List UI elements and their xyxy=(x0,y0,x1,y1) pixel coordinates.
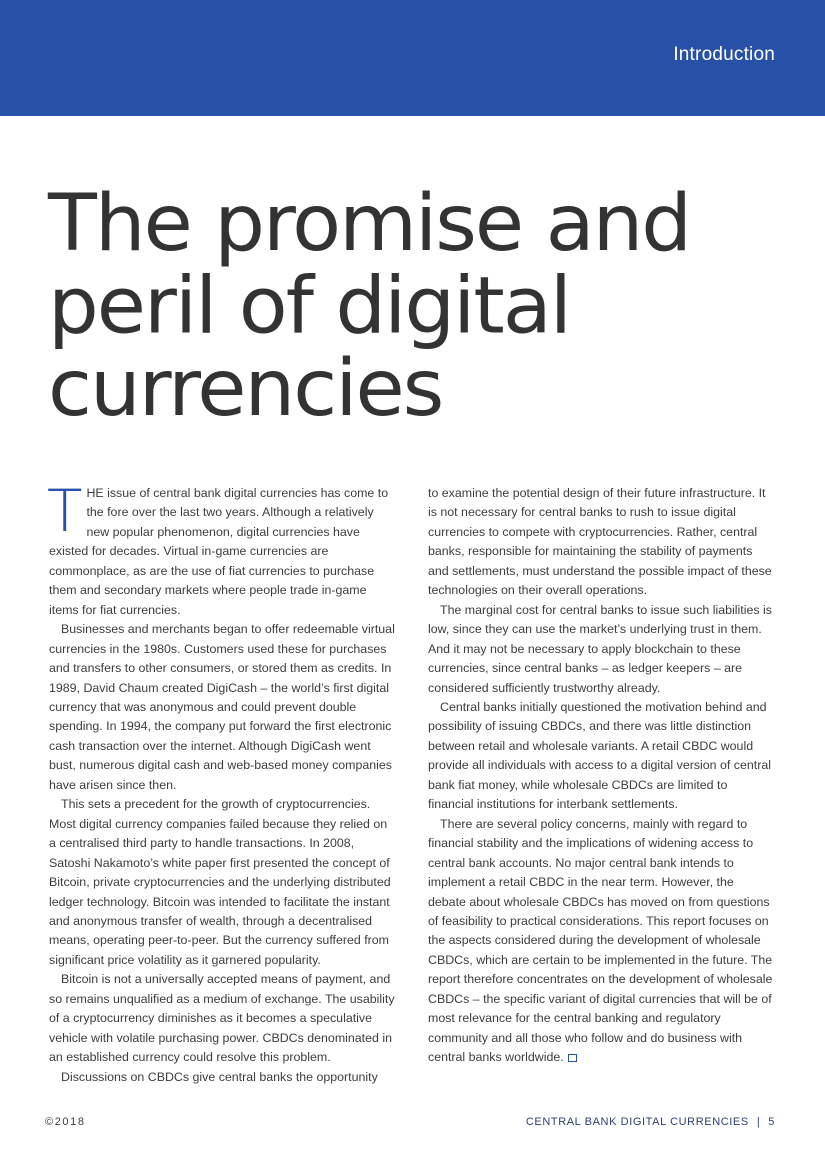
body-paragraph: There are several policy concerns, mainly with regard to financial stability and the implications of widening access to central bank accounts. No major central bank intends to implement a retail CBDC in the near term. However, the debate about wholesale CBDCs has moved on from questions of feasibility to practical considerations. This report focuses on the aspects considered during the development of wholesale CBDCs, which are certain to be implemented in the future. The report therefore concentrates on the development of wholesale CBDCs – the specific variant of digital currencies that will be of most relevance for the central banking and regulatory community and all those who follow and do business with central banks worldwide. xyxy=(428,816,773,1065)
body-paragraph: This sets a precedent for the growth of cryptocurrencies. Most digital currency companies failed because they relied on a centralised third party to handle transactions. In 2008, Satoshi Nakamoto’s white paper first presented the concept of Bitcoin, private cryptocurrencies and the underlying distributed ledger technology. Bitcoin was intended to facilitate the instant and anonymous transfer of wealth, through a decentralised means, operating peer-to-peer. But the currency suffered from significant price volatility as it garnered popularity. xyxy=(49,797,391,967)
body-paragraph: The marginal cost for central banks to issue such liabilities is low, since they can use the market’s underlying trust in them. And it may not be necessary to apply blockchain to these currencies, since central banks – as ledger keepers – are considered sufficiently trustworthy already. xyxy=(428,602,772,695)
publication-name: CENTRAL BANK DIGITAL CURRENCIES xyxy=(525,1116,749,1128)
title-line: peril of digital xyxy=(48,259,570,352)
footer-separator: | xyxy=(756,1116,761,1128)
title-line: currencies xyxy=(48,342,443,434)
drop-cap: T xyxy=(47,477,83,545)
title-line: The promise and xyxy=(48,177,691,269)
body-paragraph: Bitcoin is not a universally accepted means of payment, and so remains unqualified as a medium of exchange. The usability of a cryptocurrency diminishes as it becomes a speculative vehicle with volatile purchasing power. CBDCs denominated in an established currency could resolve this problem. xyxy=(49,972,395,1065)
copyright: ©2018 xyxy=(45,1116,86,1128)
body-paragraph: to examine the potential design of their future infrastructure. It is not necessary for central banks to rush to issue digital currencies to compete with cryptocurrencies. Rather, central banks, responsible for maintaining the stability of payments and settlements, must understand the possible impact of these technologies on their overall operations. xyxy=(428,486,772,598)
body-paragraph: Businesses and merchants began to offer redeemable virtual currencies in the 1980s. Customers used these for purchases and transfers to other consumers, or stored them as credits. In 1989, David Chaum created DigiCash – the world’s first digital currency that was anonymous and could prevent double spending. In 1994, the company put forward the first electronic cash transaction over the internet. Although DigiCash went bust, numerous digital cash and web-based money companies have arisen since then. xyxy=(49,622,395,792)
body-paragraph: THE issue of central bank digital currencies has come to the fore over the last two years. Although a relatively new popular phenomenon, digital currencies have existed for decades. Virtual in-game currencies are commonplace, as are the use of fiat currencies to purchase them and secondary markets where people trade in-game items for fiat currencies. xyxy=(47,477,389,617)
page-title xyxy=(48,177,768,434)
body-paragraph: Discussions on CBDCs give central banks the opportunity xyxy=(61,1069,378,1084)
end-of-article-icon xyxy=(568,1054,577,1062)
running-footer xyxy=(526,1116,775,1128)
body-column-right xyxy=(428,484,774,1068)
section-label: Introduction xyxy=(673,44,775,65)
header-band xyxy=(0,0,825,116)
body-column-left xyxy=(47,477,397,1087)
body-paragraph: Central banks initially questioned the motivation behind and possibility of issuing CBDCs, and there was little distinction between retail and wholesale variants. A retail CBDC would provide all individuals with access to a digital version of central bank fiat money, while wholesale CBDCs are limited to financial institutions for interbank settlements. xyxy=(428,699,771,812)
page-number: 5 xyxy=(768,1116,775,1128)
